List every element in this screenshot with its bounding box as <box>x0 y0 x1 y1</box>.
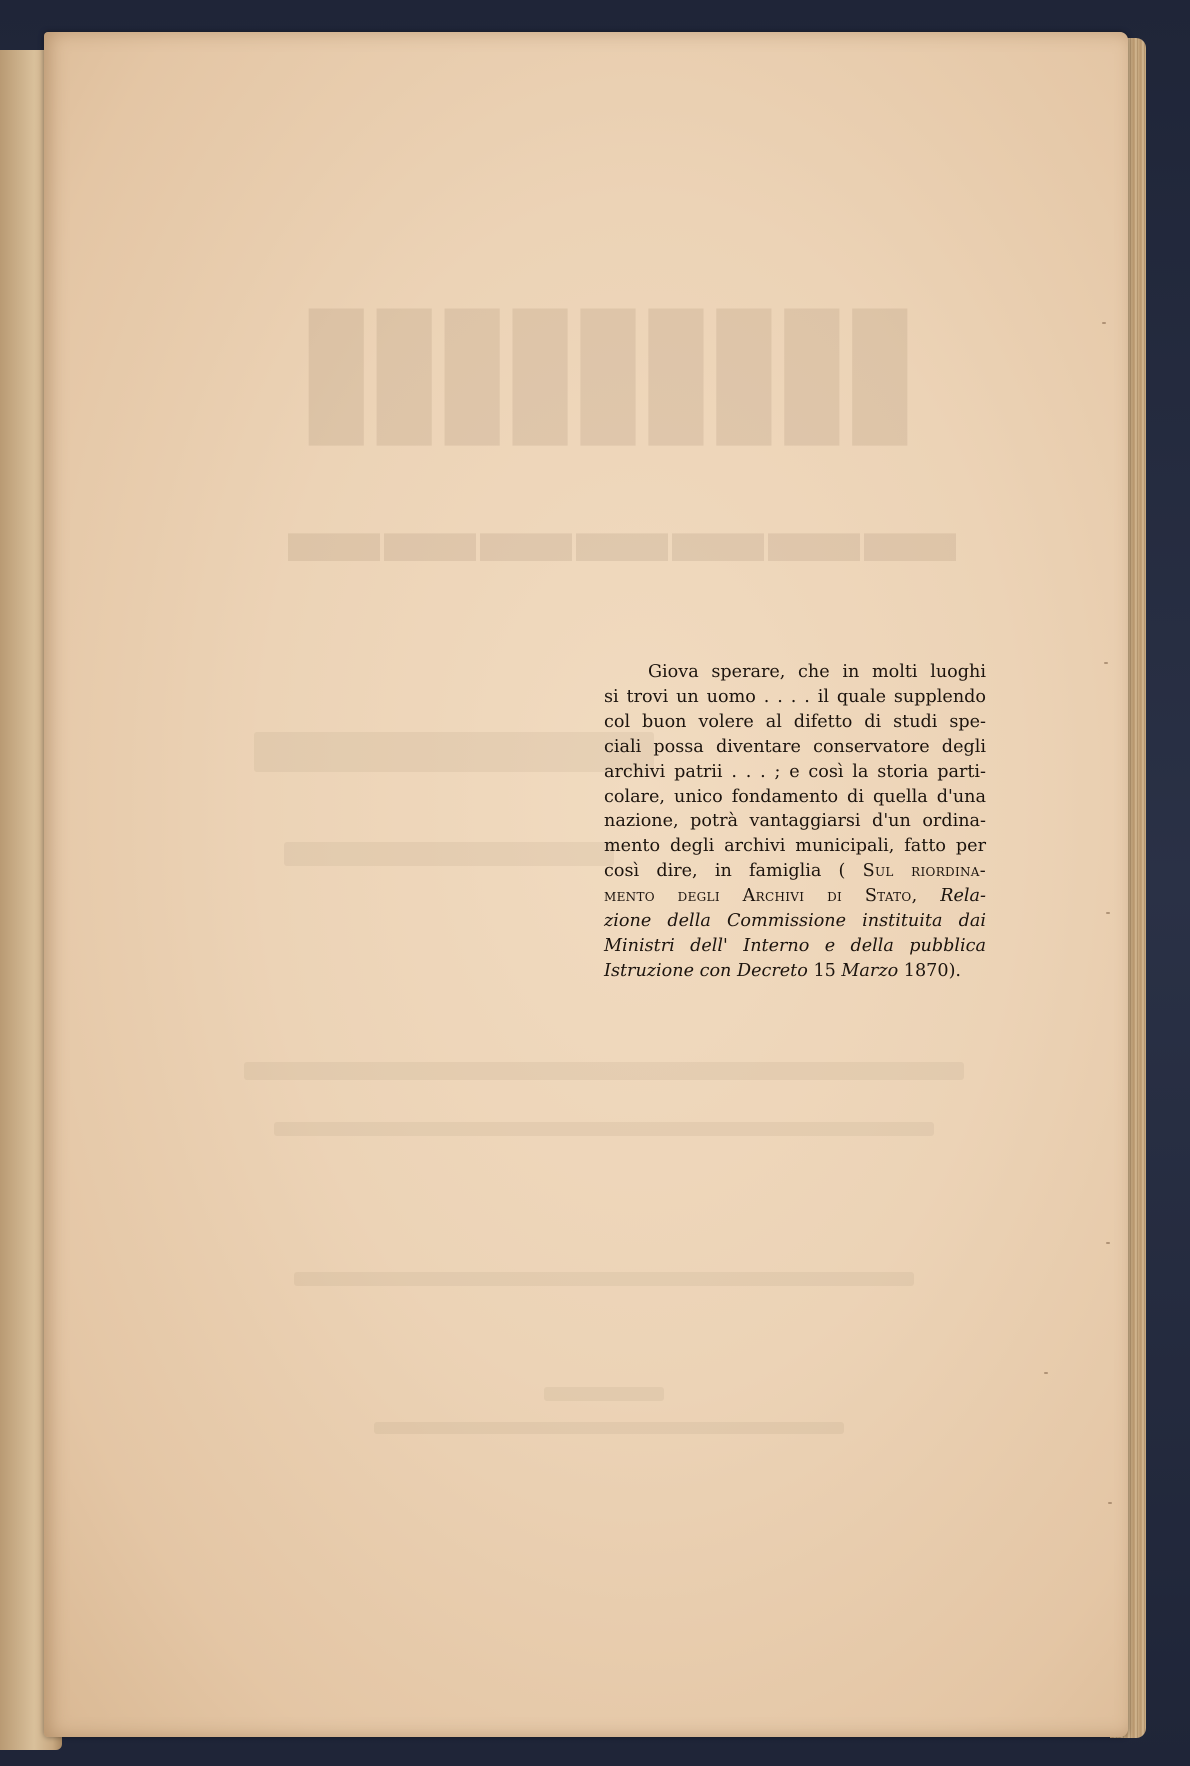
bleed-through-line <box>244 1062 964 1080</box>
epigraph-quotation <box>604 660 986 984</box>
epigraph-text-segment: nazione, potrà vantaggiarsi d'un ordina- <box>604 811 986 832</box>
epigraph-text-segment: archivi patrii . . . ; e così la storia parti- <box>604 761 986 782</box>
epigraph-line <box>604 909 986 934</box>
page-edge-mark <box>1044 1372 1048 1374</box>
epigraph-line <box>604 710 986 735</box>
epigraph-line <box>604 685 986 710</box>
epigraph-text-segment: mento degli Archivi di Stato, <box>604 886 941 907</box>
epigraph-text-segment: zione della Commissione instituita dai <box>604 911 986 932</box>
epigraph-line <box>604 884 986 909</box>
epigraph-text-segment: si trovi un uomo . . . . il quale supplendo <box>604 686 986 707</box>
epigraph-text-segment: mento degli archivi municipali, fatto per <box>604 836 986 857</box>
epigraph-line <box>604 760 986 785</box>
bleed-through-subtitle: ▬▬▬▬▬▬▬ <box>288 479 960 581</box>
epigraph-text-segment: Sul riordina- <box>862 861 986 882</box>
epigraph-text-segment: Ministri dell' Interno e della pubblica <box>604 935 986 956</box>
page-edge-mark <box>1106 1242 1110 1244</box>
epigraph-text-segment: Giova sperare, che in molti luoghi <box>648 662 986 682</box>
epigraph-line <box>604 934 986 959</box>
bleed-through-line <box>544 1387 664 1401</box>
bleed-through-line <box>274 1122 934 1136</box>
epigraph-text-segment: colare, unico fondamento di quella d'una <box>604 786 986 807</box>
page-edge-mark <box>1108 1502 1112 1504</box>
bleed-through-title: ▮▮▮▮▮▮▮▮▮ <box>298 268 910 460</box>
epigraph-text-segment: così dire, in famiglia ( <box>604 861 863 882</box>
epigraph-text-segment: 15 <box>813 960 842 981</box>
epigraph-line <box>604 785 986 810</box>
bleed-through-line <box>374 1422 844 1434</box>
epigraph-text-segment: Istruzione con Decreto <box>604 960 814 981</box>
epigraph-text-segment: Marzo <box>841 960 904 981</box>
bleed-through-line <box>284 842 614 866</box>
epigraph-line <box>604 735 986 760</box>
epigraph-line <box>604 660 986 685</box>
epigraph-line <box>604 959 986 984</box>
epigraph-text-segment: 1870). <box>903 960 962 981</box>
epigraph-text-segment: col buon volere al difetto di studi spe- <box>604 711 986 732</box>
page-edge-mark <box>1106 912 1110 914</box>
bleed-through-line <box>254 732 654 772</box>
bleed-through-line <box>294 1272 914 1286</box>
book-page <box>44 32 1128 1737</box>
epigraph-line <box>604 859 986 884</box>
epigraph-text-segment: ciali possa diventare conservatore degli <box>604 736 986 757</box>
epigraph-line <box>604 834 986 859</box>
epigraph-text-segment: Rela- <box>940 886 986 907</box>
page-edge-mark <box>1102 322 1106 324</box>
epigraph-line <box>604 809 986 834</box>
page-edge-mark <box>1104 662 1108 664</box>
